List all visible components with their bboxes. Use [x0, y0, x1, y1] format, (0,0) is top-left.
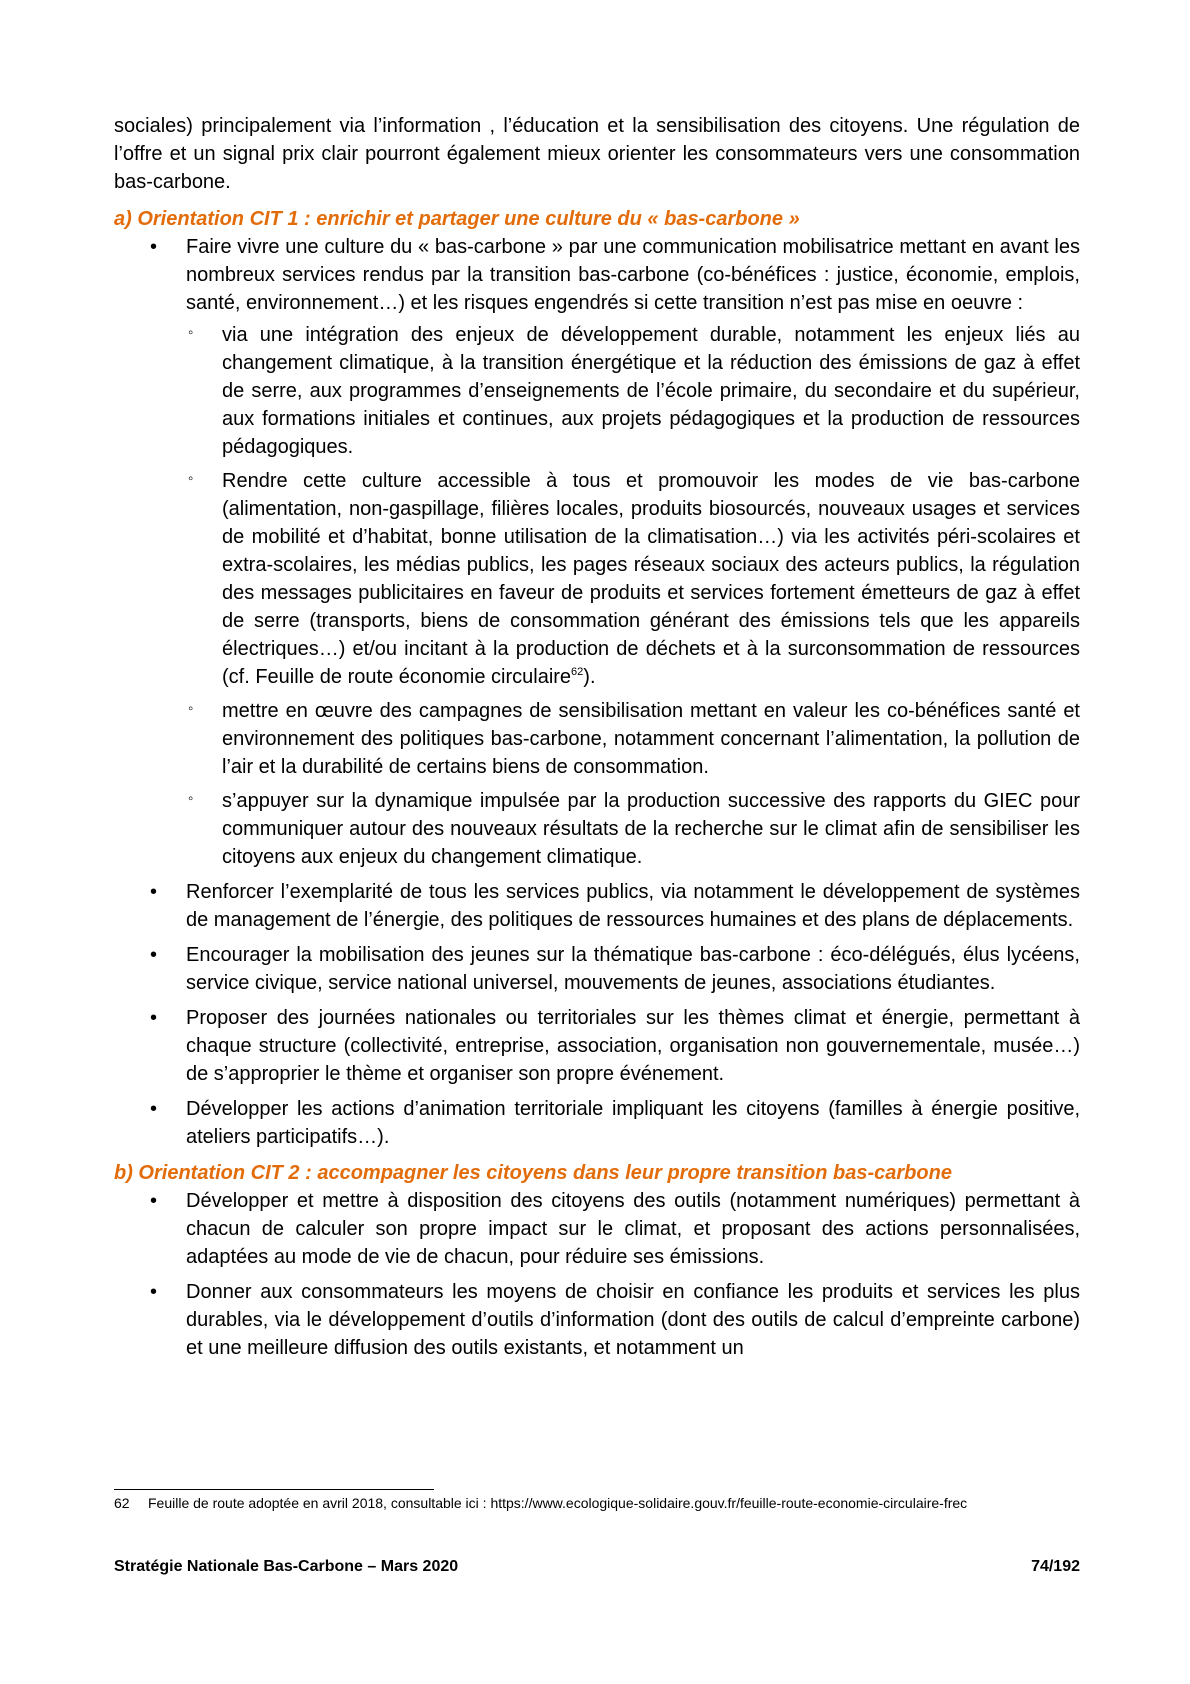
sub-bullet-icon: ◦ — [188, 470, 194, 487]
sub-list-item — [186, 697, 1080, 781]
document-body — [114, 112, 1080, 1369]
bullet-icon: • — [150, 1281, 158, 1303]
section-b-heading: b) Orientation CIT 2 : accompagner les citoyens dans leur propre transition bas-carbone — [114, 1162, 952, 1184]
page-number: 74/192 — [1031, 1558, 1080, 1575]
sub-list-item — [186, 321, 1080, 461]
bullet-icon: • — [150, 1098, 158, 1120]
list-item — [114, 1278, 1080, 1362]
sub-list — [186, 321, 1080, 871]
list-item-text: Encourager la mobilisation des jeunes sur la thématique bas-carbone : éco-délégués, élus lycéens, service civique, service national universel, mouvements de jeunes, associations étudiantes. — [186, 944, 1080, 994]
list-item — [114, 941, 1080, 997]
sub-list-item-text: s’appuyer sur la dynamique impulsée par la production successive des rapports du GIEC pour communiquer autour des nouveaux résultats de la recherche sur le climat afin de sensibiliser les citoyens aux enjeux du changement climatique. — [222, 790, 1080, 868]
bullet-icon: • — [150, 1190, 158, 1212]
list-item — [114, 233, 1080, 871]
list-item — [114, 1187, 1080, 1271]
section-a-list — [114, 233, 1080, 1151]
bullet-icon: • — [150, 881, 158, 903]
footnote-number: 62 — [114, 1495, 130, 1511]
footnote-text: Feuille de route adoptée en avril 2018, consultable ici : https://www.ecologique-solidaire.gouv.fr/feuille-route-economie-circulaire-frec — [148, 1495, 968, 1511]
page-footer — [114, 1558, 1080, 1576]
list-item — [114, 1095, 1080, 1151]
sub-list-item-text: via une intégration des enjeux de développement durable, notamment les enjeux liés au changement climatique, à la transition énergétique et la réduction des émissions de gaz à effet de serre, aux programmes d’enseignements de l’école primaire, du secondaire et du supérieur, aux formations initiales et continues, aux projets pédagogiques et la production de ressources pédagogiques. — [222, 324, 1080, 458]
list-item-text: Proposer des journées nationales ou territoriales sur les thèmes climat et énergie, permettant à chaque structure (collectivité, entreprise, association, organisation non gouvernementale, musée…) de s’approprier le thème et organiser son propre événement. — [186, 1007, 1080, 1085]
list-item — [114, 1004, 1080, 1088]
sub-list-item-text-end: ). — [583, 666, 596, 688]
section-b-list — [114, 1187, 1080, 1362]
list-item-text: Développer les actions d’animation territoriale impliquant les citoyens (familles à énergie positive, ateliers participatifs…). — [186, 1098, 1080, 1148]
list-item-text: Donner aux consommateurs les moyens de choisir en confiance les produits et services les plus durables, via le développement d’outils d’information (dont des outils de calcul d’empreinte carbone) et une meilleure diffusion des outils existants, et notamment un — [186, 1281, 1080, 1359]
bullet-icon: • — [150, 1007, 158, 1029]
sub-list-item-text: Rendre cette culture accessible à tous et promouvoir les modes de vie bas-carbone (alimentation, non-gaspillage, filières locales, produits biosourcés, nouveaux usages et services de mobilité et d’habitat, bonne utilisation de la climatisation…) via les activités péri-scolaires et extra-scolaires, les médias publics, les pages réseaux sociaux des acteurs publics, la régulation des messages publicitaires en faveur de produits et services fortement émetteurs de gaz à effet de serre (transports, biens de consommation générant des émissions tels que les appareils électriques…) et/ou incitant à la production de déchets et à la surconsommation de ressources (cf. Feuille de route économie circulaire — [222, 470, 1080, 688]
footer-title: Stratégie Nationale Bas-Carbone – Mars 2020 — [114, 1558, 459, 1575]
bullet-icon: • — [150, 944, 158, 966]
sub-list-item-text: mettre en œuvre des campagnes de sensibilisation mettant en valeur les co-bénéfices santé et environnement des politiques bas-carbone, notamment concernant l’alimentation, la pollution de l’air et la durabilité de certains biens de consommation. — [222, 700, 1080, 778]
footnote — [114, 1494, 1080, 1513]
footnote-separator — [114, 1489, 434, 1490]
list-item-text: Renforcer l’exemplarité de tous les services publics, via notamment le développement de systèmes de management de l’énergie, des politiques de ressources humaines et des plans de déplacements. — [186, 881, 1080, 931]
bullet-icon: • — [150, 236, 158, 258]
sub-list-item — [186, 467, 1080, 691]
list-item-text: Faire vivre une culture du « bas-carbone » par une communication mobilisatrice mettant en avant les nombreux services rendus par la transition bas-carbone (co-bénéfices : justice, économie, emplois, santé, environnement…) et les risques engendrés si cette transition n’est pas mise en oeuvre : — [186, 236, 1080, 314]
section-a-heading: a) Orientation CIT 1 : enrichir et partager une culture du « bas-carbone » — [114, 208, 800, 230]
footnote-reference[interactable]: 62 — [571, 666, 584, 678]
sub-bullet-icon: ◦ — [188, 790, 194, 807]
list-item-text: Développer et mettre à disposition des citoyens des outils (notamment numériques) permettant à chacun de calculer son propre impact sur le climat, et proposant des actions personnalisées, adaptées au mode de vie de chacun, pour réduire ses émissions. — [186, 1190, 1080, 1268]
sub-bullet-icon: ◦ — [188, 324, 194, 341]
sub-list-item — [186, 787, 1080, 871]
list-item — [114, 878, 1080, 934]
sub-bullet-icon: ◦ — [188, 700, 194, 717]
intro-paragraph: sociales) principalement via l’information , l’éducation et la sensibilisation des citoyens. Une régulation de l’offre et un signal prix clair pourront également mieux orienter les consommateurs vers une consommation bas-carbone. — [114, 115, 1080, 193]
